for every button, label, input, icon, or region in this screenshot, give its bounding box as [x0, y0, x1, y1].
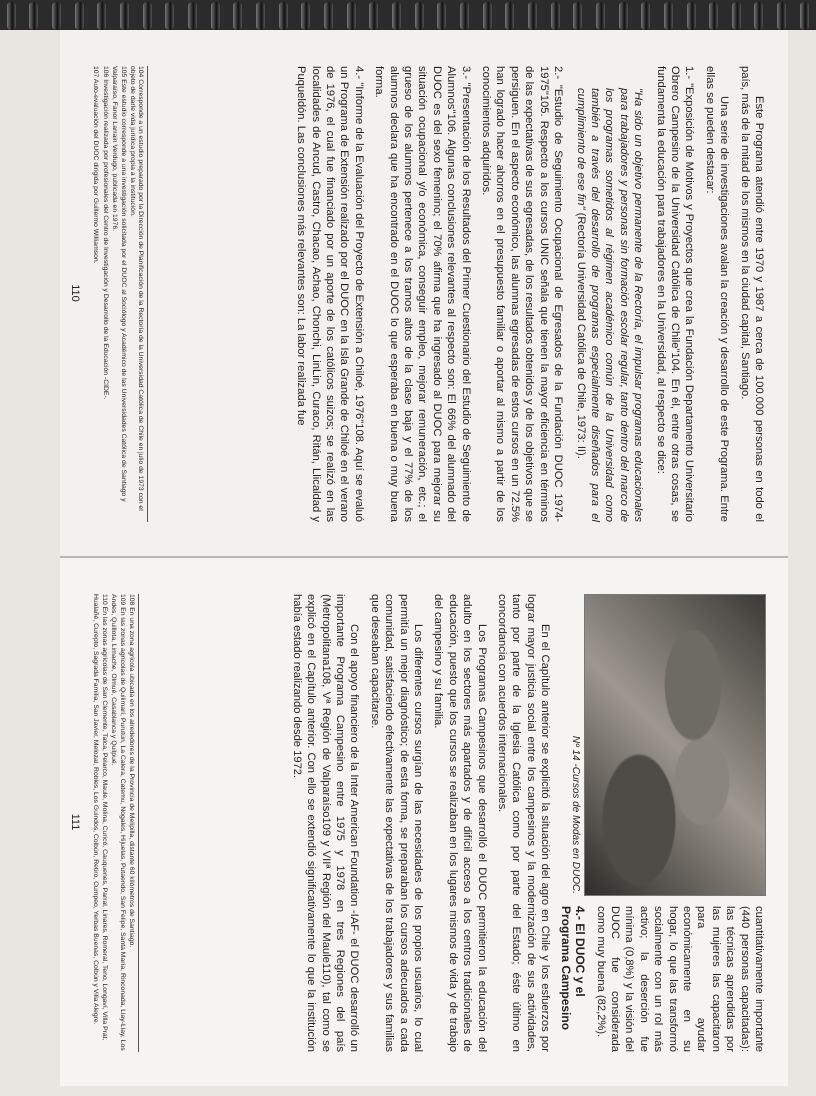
binding-coil	[754, 2, 763, 30]
page-111	[60, 558, 788, 1086]
binding-coil	[188, 2, 197, 30]
programs-paragraph: Los Programas Campesinos que desarrolló el DUOC permitieron la educación del adulto en los sectores más apartados y de difícil acceso a los centros tradicionales de educación, puesto que los cursos se realizaban en los lugares mismos de vida y de trabajo del campesino y su familia.	[432, 594, 488, 1052]
intro-paragraph: Este Programa atendió entre 1970 y 1987 a cerca de 100.000 personas en todo el país, más de la mitad de los mismos en la ciudad capital, Santiago.	[738, 66, 765, 522]
binding-coil	[120, 2, 129, 30]
binding-coil	[415, 2, 424, 30]
binding-coil	[732, 2, 741, 30]
binding-coil	[505, 2, 514, 30]
fashion-course-photo	[584, 594, 766, 896]
binding-coil	[279, 2, 288, 30]
footnote: 107 Auto-evaluación del DUOC dirigida por Guillermo Williamson.	[92, 66, 100, 264]
binding-coil	[324, 2, 333, 30]
binding-coil	[800, 2, 809, 30]
investigations-paragraph: Una serie de investigaciones avalan la creación y desarrollo de este Programa. Entre ellas se pueden destacar:	[703, 66, 731, 522]
page-number: 110	[69, 284, 82, 302]
binding-coil	[687, 2, 696, 30]
quote-text: "Ha sido un objetivo permanente de la Rectoría, el impulsar programas educacionales para trabajadores y personas sin formación escolar regular, tanto dentro del marco de los programas sometidos al régimen académico común de la Universidad como también a través del desarrollo de programas especialmente diseñados para el cumplimiento de ese fin"	[574, 88, 645, 522]
footnote: 105 Este estudio corresponde a una investigación solicitada por el DUOC al Sociólogo y Académico de las Universidades Católica de Santiago y Valparaíso, Fanor Larrain Verdugo, publicada en 1976.	[111, 66, 127, 502]
page-110	[60, 30, 788, 558]
binding-coil	[143, 2, 152, 30]
spiral-binding	[0, 0, 816, 30]
chapter-paragraph: En el Capítulo anterior se explicitó la situación del agro en Chile y los esfuerzos por lograr mayor justicia social entre los campesinos y la modernización de sus actividades, tanto por parte de la Iglesia Católica como por parte del Estado; éste último en concordancia con acuerdos internacionales.	[496, 594, 552, 1052]
footnote: 106 Investigación realizada por profesionales del Centro de Investigación y Desarrollo de la Educación -CIDE-.	[101, 66, 109, 400]
rotated-spread	[60, 30, 788, 1086]
binding-coil	[256, 2, 265, 30]
rectoria-quote	[573, 88, 645, 522]
binding-coil	[528, 2, 537, 30]
binding-coil	[596, 2, 605, 30]
binding-coil	[392, 2, 401, 30]
binding-coil	[551, 2, 560, 30]
binding-coil	[483, 2, 492, 30]
courses-paragraph: Los diferentes cursos surgían de las necesidades de los propios usuarios, lo cual permitía un mejor diagnóstico; de esta forma, se preparaban los cursos adecuados a cada comunidad, satisfaciendo efectivamente las expectativas de los trabajadores y sus familias que deseaban capacitarse.	[368, 594, 425, 1052]
photo-caption: Nº 14 -Cursos de Modas en DUOC.	[570, 735, 581, 894]
footnotes-right	[90, 594, 139, 1052]
binding-coil	[437, 2, 446, 30]
binding-coil	[75, 2, 84, 30]
binding-coil	[709, 2, 718, 30]
binding-coil	[97, 2, 106, 30]
binding-coil	[165, 2, 174, 30]
binding-coil	[641, 2, 650, 30]
photo-block	[568, 594, 766, 894]
footnote: 110 En las zonas agrícolas de San Clemente, Talca, Pelarco, Maule, Molina, Curicó, Cauquenes, Parral, Linares, Romeral, Teno, Longaví, Villa Prat, Hualañé, Curepto, Sagrada Familia, San Javier, Melozal, Robles, Los Guindos, Colbún, Retiro, Cumpeo, Yerbas Buenas, Colbún y Villa Alegre.	[92, 594, 108, 1041]
book-spread	[60, 30, 788, 1086]
binding-coil	[460, 2, 469, 30]
binding-coil	[301, 2, 310, 30]
quote-source: (Rectoría Universidad Católica de Chile, 1973: II).	[574, 212, 587, 459]
item-1: 1.- "Exposición de Motivos y Proyectos que crea la Fundación Departamento Universitario Obrero Campesino de la Universidad Católica de Chile"104. En él, entre otras cosas, se fundamenta la educación para trabajadores en la Universidad, al respecto se dice:	[654, 66, 696, 522]
footnote: 104 Corresponde a un estudio preparado por la Dirección de Planificación de la Rectoría de la Universidad Católica de Chile en julio de 1973 con el objeto de darle vida jurídica propia a la institución.	[129, 66, 145, 511]
binding-coil	[29, 2, 38, 30]
binding-coil	[347, 2, 356, 30]
binding-coil	[573, 2, 582, 30]
binding-coil	[369, 2, 378, 30]
section-heading: 4.- El DUOC y el Programa Campesino	[558, 906, 588, 1031]
binding-coil	[52, 2, 61, 30]
binding-coil	[777, 2, 786, 30]
item-2: 2.- "Estudio de Seguimiento Ocupacional de Egresados de la Fundación DUOC 1974-1975"105. Respecto a los cursos UNIC señala que tienen la mayor eficiencia en términos de las expectativas de sus egresadas, de los resultados obtenidos y de los objetivos que se persiguen. En el aspecto económico, las alumnas egresadas de estos cursos en un 72.5% han logrado hacer ahorros en el presupuesto familiar o aportar al mismo a partir de los conocimientos adquiridos.	[480, 66, 565, 522]
binding-coil	[619, 2, 628, 30]
item-3: 3.- "Presentación de los Resultados del Primer Cuestionario del Estudio de Seguimiento de Alumnos"106. Algunas conclusiones relevantes al respecto son: El 66% del alumnado del DUOC es del sexo femenino; el 70% afirma que ha ingresado al DUOC para mejorar su situación ocupacional y/o económica, conseguir empleo, mejorar remuneración, etc.; el grueso de los alumnos pertenece a los tramos altos de la clase baja y el 77% de los alumnos declara que ha encontrado en el DUOC lo que esperaba en buena o muy buena forma.	[373, 66, 472, 522]
iaf-paragraph: Con el apoyo financiero de la Inter American Foundation -IAF- el DUOC desarrolló un importante Programa Campesino entre 1975 y 1978 en tres Regiones del país (Metropolitana108, Vª Región de Valparaíso109 y VIIª Región del Maule110), tal como se explicó en el Capítulo anterior. Con ello se extendió significativamente lo que la institución había estado realizando desde 1972.	[290, 594, 361, 1052]
binding-coil	[233, 2, 242, 30]
item-4: 4.- "Informe de la Evaluación del Proyecto de Extensión a Chiloé, 1976"108. Aquí se evaluó un Programa de Extensión realizado por el DUOC en la Isla Grande de Chiloé en el verano de 1976, el cual fue financiado por un aporte de los católicos suizos; se realizó en las localidades de Ancud, Castro, Chacao, Achao, Chonchi, LinLin, Curaco, Ritán, Llicaldad y Puqueldón. Las conclusiones más relevantes son: La labor realizada fue	[295, 66, 365, 522]
continuation-paragraph: cuantitativamente importante (440 personas capacitadas): las técnicas aprendidas por las mujeres las capacitaron para ayudar económicamente en su hogar, lo que las transformó socialmente con un rol más activo; la deserción fue mínima (0,8%) y la visión del DUOC fue considerada como muy buena (82,2%).	[594, 906, 765, 1052]
footnote: 109 En las zonas agrícolas de Quilimarí, Purutún, La Calera, Catemu, Nogales, Hijuelas, Putaendo, San Felipe, Santa María, Rinconada, Llay-Llay, Los Andes, Quillota, Limache, Olmué, Casablanca y Quilpué.	[110, 594, 126, 1051]
binding-coil	[211, 2, 220, 30]
footnote: 108 En una zona agrícola ubicada en los alrededores de la Provincia de Melipilla, distante 60 kilómetros de Santiago.	[128, 594, 136, 948]
footnotes-left	[90, 66, 148, 522]
binding-coil	[7, 2, 16, 30]
page-number: 111	[69, 813, 82, 831]
binding-coil	[664, 2, 673, 30]
